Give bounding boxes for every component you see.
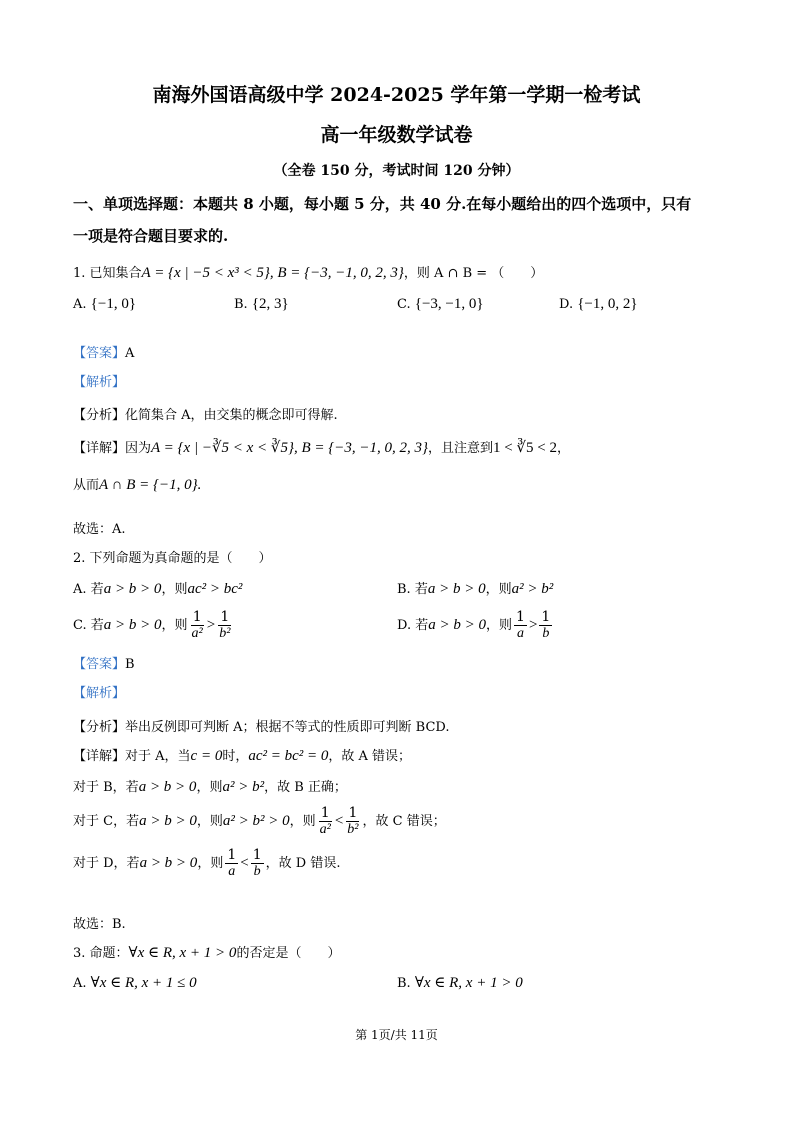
section-heading-line2: 一项是符合题目要求的. (73, 227, 229, 245)
q2-option-c-op: > (206, 617, 216, 633)
q2-stem: 2. 下列命题为真命题的是（ ） (73, 551, 272, 566)
exam-subtitle: 高一年级数学试卷 (320, 124, 473, 146)
q1-option-b-text: {2, 3} (251, 296, 289, 312)
q3-option-b-label: B. (397, 976, 411, 991)
q1-detail-math2: 1 < ∛5 < 2 (493, 440, 557, 456)
q2-option-c (73, 610, 234, 641)
q3-option-a-text: ∀x ∈ R, x + 1 ≤ 0 (90, 975, 197, 991)
q1-conclusion-math: A ∩ B = {−1, 0}. (99, 477, 202, 493)
q2-d3-frac2: $\frac{1}{\text{b²}}$ (347, 805, 359, 837)
q3-stem-prefix: 3. 命题： (73, 946, 129, 961)
q2-d2-prefix: 对于 B，若 (73, 780, 139, 795)
q1-detail (73, 437, 570, 457)
q1-option-a-label: A. (73, 297, 87, 312)
q3-stem (73, 942, 340, 962)
q2-option-c-label: C. (73, 618, 87, 633)
q2-d3-frac1: $\frac{1}{\text{a²}}$ (319, 805, 331, 837)
q2-d1-math2: ac² = bc² = 0 (248, 748, 329, 764)
q2-fenxi-text: 举出反例即可判断 A；根据不等式的性质即可判断 BCD. (125, 720, 450, 735)
q2-answer-value: B (125, 657, 135, 672)
q1-option-c-label: C. (397, 297, 411, 312)
q3-option-a-label: A. (73, 976, 87, 991)
q1-fenxi (73, 404, 338, 423)
q1-option-d-text: {−1, 0, 2} (577, 296, 638, 312)
q2-d3-math1: a > b > 0 (139, 813, 197, 829)
q2-d2-math1: a > b > 0 (138, 779, 197, 795)
q3-stem-math: ∀x ∈ R, x + 1 > 0 (128, 945, 237, 961)
q1-stem-math: A = {x | −5 < x³ < 5}, B = {−3, −1, 0, 2, 3} (141, 265, 404, 281)
q2-d4-op: < (240, 855, 249, 871)
q1-stem (73, 262, 543, 282)
q2-option-d-label: D. (397, 618, 412, 633)
exam-note: （全卷 150 分，考试时间 120 分钟） (273, 163, 520, 179)
q2-detail-c (73, 806, 446, 837)
q2-option-a-label: A. (73, 582, 87, 597)
q2-d4-prefix: 对于 D，若 (73, 856, 140, 871)
q2-detail-d (73, 848, 340, 879)
q1-detail-mid: ，且注意到 (428, 441, 494, 456)
q3-option-b (397, 973, 523, 992)
q2-option-b-concl: a² > b² (511, 581, 554, 597)
q2-option-b-prefix: 若 (414, 582, 428, 597)
q2-d2-end: ，故 B 正确； (264, 780, 347, 795)
q1-answer-value: A (125, 346, 135, 361)
q1-answer (73, 342, 134, 361)
q2-answer (73, 653, 135, 672)
q2-option-a (73, 578, 242, 598)
q2-option-d-frac1: $\frac{1}{a}$ (516, 609, 525, 641)
q2-option-d-op: > (528, 617, 538, 633)
q2-d2-math2: a² > b² (222, 779, 265, 795)
q2-option-b-cond: a > b > 0 (427, 581, 486, 597)
q2-option-b-label: B. (397, 582, 411, 597)
q1-conclusion (73, 474, 201, 494)
q1-detail-end: ， (557, 441, 571, 456)
q2-answer-tag: 【答案】 (73, 657, 126, 672)
q2-option-c-frac2: $\frac{1}{\text{b²}}$ (219, 609, 231, 641)
q3-stem-suffix: 的否定是（ ） (236, 946, 341, 961)
q1-option-c-text: {−3, −1, 0} (414, 296, 484, 312)
q3-option-a (73, 973, 197, 992)
q3-option-b-text: ∀x ∈ R, x + 1 > 0 (414, 975, 523, 991)
q2-d3-end: ，故 C 错误； (362, 814, 446, 829)
q2-option-c-mid: ，则 (161, 618, 188, 633)
q2-option-d-frac2: $\frac{1}{b}$ (541, 609, 551, 641)
q2-d3-prefix: 对于 C，若 (73, 814, 140, 829)
q1-detail-math1: A = {x | −∛5 < x < ∛5}, B = {−3, −1, 0, 2, 3} (151, 440, 428, 456)
q1-option-c (397, 296, 484, 313)
q1-option-b-label: B. (234, 297, 248, 312)
q1-stem-prefix: 1. 已知集合 (73, 266, 142, 281)
page-footer: 第 1页/共 11页 (355, 1028, 438, 1042)
q2-choice: 故选：B. (73, 917, 126, 932)
q2-d1-end: ，故 A 错误； (328, 749, 412, 764)
q2-option-d-cond: a > b > 0 (428, 617, 486, 633)
q2-fenxi (73, 716, 450, 735)
q1-stem-suffix: ，则 A ∩ B = （ ） (403, 266, 544, 281)
q2-option-b-mid: ，则 (485, 582, 512, 597)
q2-d3-op: < (334, 813, 344, 829)
q2-option-c-cond: a > b > 0 (103, 617, 162, 633)
q2-option-b (397, 578, 553, 598)
q2-option-a-concl: ac² > bc² (187, 581, 243, 597)
q1-option-a-text: {−1, 0} (90, 296, 137, 312)
q2-option-c-frac1: $\frac{1}{\text{a²}}$ (191, 609, 203, 641)
q1-option-a (73, 296, 136, 313)
q1-fenxi-tag: 【分析】 (73, 408, 126, 423)
q1-fenxi-text: 化简集合 A，由交集的概念即可得解. (125, 408, 338, 423)
q1-answer-tag: 【答案】 (73, 346, 126, 361)
q2-d4-frac1: $\frac{1}{a}$ (227, 847, 237, 879)
q2-fenxi-tag: 【分析】 (73, 720, 126, 735)
q2-option-d (397, 610, 554, 641)
q2-option-a-cond: a > b > 0 (103, 581, 162, 597)
q1-analysis-tag: 【解析】 (73, 375, 126, 390)
q2-d4-frac2: $\frac{1}{b}$ (252, 847, 262, 879)
q2-option-a-mid: ，则 (161, 582, 188, 597)
q2-d4-mid: ，则 (197, 856, 224, 871)
section-heading-line1: 一、单项选择题：本题共 8 小题，每小题 5 分，共 40 分.在每小题给出的四个选项中，只有 (73, 195, 692, 213)
q2-option-d-mid: ，则 (486, 618, 513, 633)
q2-detail-b (73, 776, 347, 796)
q2-d1-math1: c = 0 (190, 748, 223, 764)
q1-detail-tag: 【详解】 (73, 441, 126, 456)
q2-d1-prefix: 对于 A，当 (125, 749, 191, 764)
q2-d3-mid: ，则 (196, 814, 223, 829)
q1-conclusion-prefix: 从而 (73, 478, 100, 493)
q2-d3-math2: a² > b² > 0 (222, 813, 290, 829)
q1-option-d (559, 296, 638, 313)
q2-d1-mid: 时， (222, 749, 249, 764)
q1-option-d-label: D. (559, 297, 574, 312)
q2-d4-end: ，故 D 错误. (265, 856, 341, 871)
q2-option-a-prefix: 若 (90, 582, 104, 597)
q2-detail-tag: 【详解】 (73, 749, 126, 764)
q1-detail-prefix: 因为 (125, 441, 152, 456)
q1-choice: 故选：A. (73, 522, 126, 537)
q2-option-d-prefix: 若 (415, 618, 429, 633)
q2-option-c-prefix: 若 (90, 618, 104, 633)
q2-d4-math1: a > b > 0 (139, 855, 198, 871)
q2-detail-a (73, 745, 411, 765)
q2-d2-mid: ，则 (196, 780, 223, 795)
q2-analysis-tag: 【解析】 (73, 686, 126, 701)
q2-d3-mid2: ，则 (289, 814, 316, 829)
q1-option-b (234, 296, 289, 313)
exam-title: 南海外国语高级中学 2024-2025 学年第一学期一检考试 (152, 84, 641, 106)
